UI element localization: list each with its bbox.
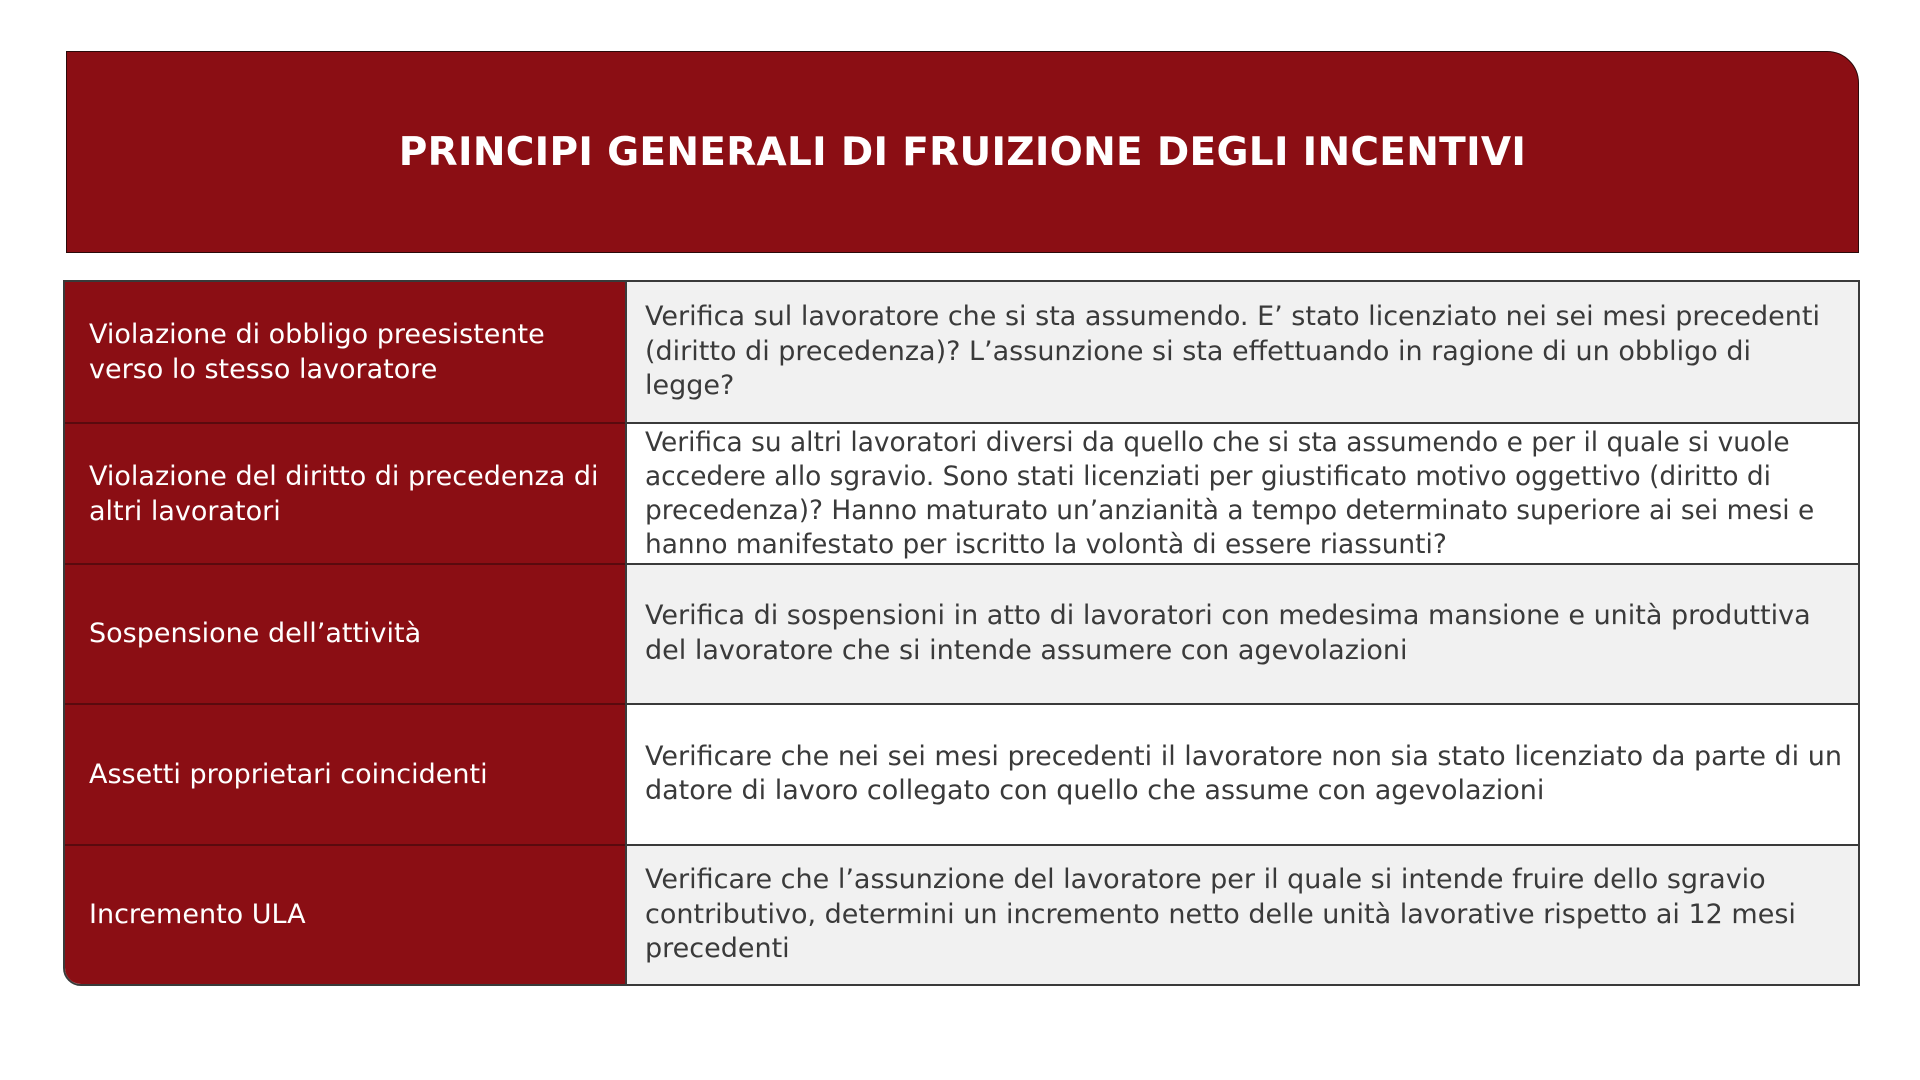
row-label-cell — [65, 563, 625, 703]
table-row — [65, 703, 1858, 843]
row-description: Verifica di sospensioni in atto di lavoratori con medesima mansione e unità produttiva del lavoratore che si intende assumere con agevolazioni — [645, 600, 1811, 666]
row-label: Assetti proprietari coincidenti — [89, 758, 488, 790]
row-label: Violazione del diritto di precedenza di altri lavoratori — [89, 460, 599, 527]
table-row — [65, 422, 1858, 562]
row-label-cell — [65, 703, 625, 843]
row-description: Verificare che nei sei mesi precedenti il lavoratore non sia stato licenziato da parte di un datore di lavoro collegato con quello che assume con agevolazioni — [645, 740, 1842, 807]
row-label-cell — [65, 844, 625, 984]
row-label: Violazione di obbligo preesistente verso lo stesso lavoratore — [89, 319, 545, 386]
row-description: Verifica su altri lavoratori diversi da quello che si sta assumendo e per il quale si vuole accedere allo sgravio. Sono stati licenziati per giustificato motivo oggettivo (diritto di precedenza)? Hanno maturato un’anzianità a tempo determinato superiore ai sei mesi e hanno manifestato per iscritto la volontà di essere riassunti? — [645, 426, 1815, 560]
page-title: PRINCIPI GENERALI DI FRUIZIONE DEGLI INCENTIVI — [398, 129, 1527, 175]
row-description-cell — [625, 282, 1858, 422]
row-description-cell — [625, 422, 1858, 562]
row-description-cell — [625, 703, 1858, 843]
row-description: Verifica sul lavoratore che si sta assumendo. E’ stato licenziato nei sei mesi precedenti (diritto di precedenza)? L’assunzione si sta effettuando in ragione di un obbligo di legge? — [645, 301, 1820, 402]
row-label: Sospensione dell’attività — [89, 618, 422, 650]
row-description-cell — [625, 844, 1858, 984]
row-label: Incremento ULA — [89, 899, 306, 931]
row-label-cell — [65, 282, 625, 422]
table-row — [65, 844, 1858, 984]
row-description: Verificare che l’assunzione del lavoratore per il quale si intende fruire dello sgravio contributivo, determini un incremento netto delle unità lavorative rispetto ai 12 mesi precedenti — [645, 864, 1796, 964]
row-label-cell — [65, 422, 625, 562]
row-description-cell — [625, 563, 1858, 703]
table-row — [65, 282, 1858, 422]
table-row — [65, 563, 1858, 703]
title-banner — [66, 51, 1859, 253]
incentives-table — [63, 280, 1860, 986]
